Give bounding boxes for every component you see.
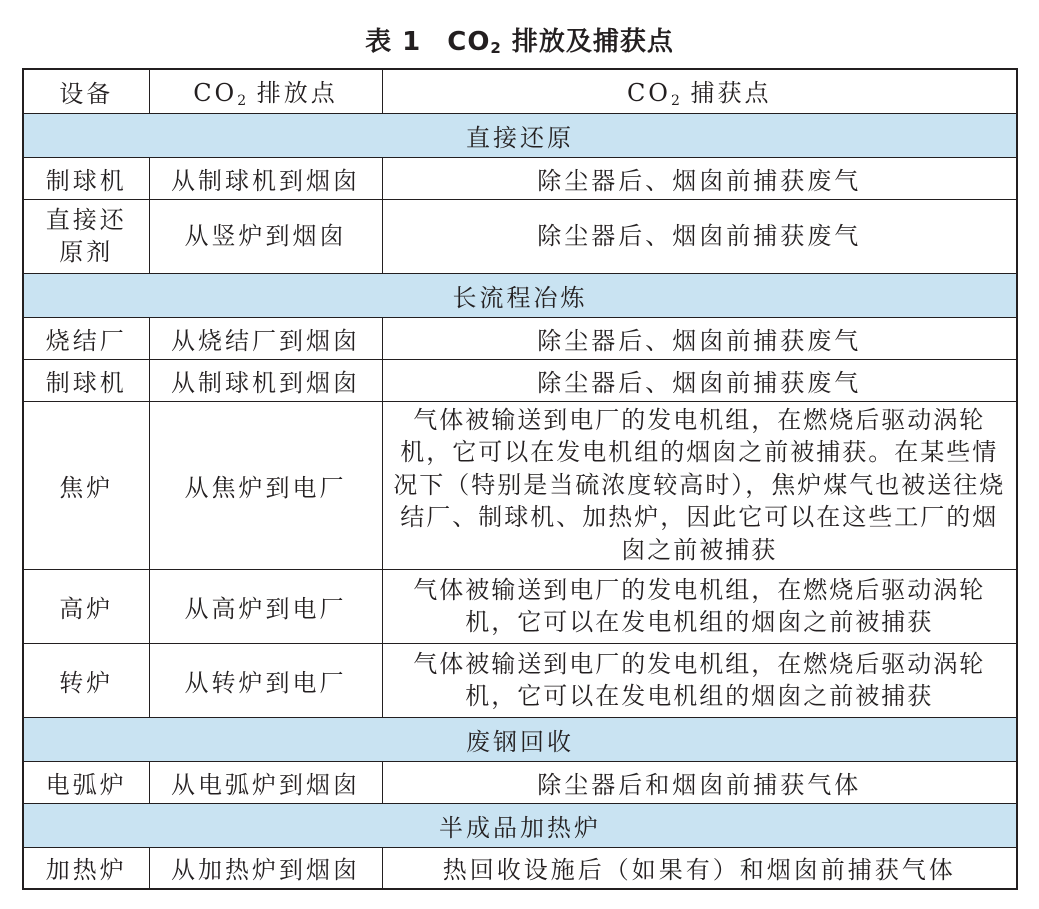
section-title: 废钢回收 (23, 717, 1017, 761)
device-cell: 直接还原剂 (23, 199, 149, 273)
emission-cell: 从制球机到烟囱 (149, 157, 382, 199)
table-row (23, 761, 1017, 803)
device-cell: 高炉 (23, 569, 149, 643)
emission-cell: 从焦炉到电厂 (149, 401, 382, 569)
emission-cell: 从电弧炉到烟囱 (149, 761, 382, 803)
device-cell: 转炉 (23, 643, 149, 717)
emission-cell: 从高炉到电厂 (149, 569, 382, 643)
table-row (23, 317, 1017, 359)
caption-subscript: 2 (490, 39, 502, 57)
section-row (23, 803, 1017, 847)
section-row (23, 273, 1017, 317)
table-row (23, 401, 1017, 569)
header-emission: $CO_2$ 排放点 (149, 69, 382, 113)
table-caption (0, 24, 1039, 66)
table-row (23, 359, 1017, 401)
emission-cell: 从烧结厂到烟囱 (149, 317, 382, 359)
table-row (23, 199, 1017, 273)
capture-cell: 气体被输送到电厂的发电机组，在燃烧后驱动涡轮机，它可以在发电机组的烟囱之前被捕获 (382, 569, 1017, 643)
capture-cell: 气体被输送到电厂的发电机组，在燃烧后驱动涡轮机，它可以在发电机组的烟囱之前被捕获 (382, 643, 1017, 717)
section-row (23, 717, 1017, 761)
section-title: 半成品加热炉 (23, 803, 1017, 847)
header-device: 设备 (23, 69, 149, 113)
capture-cell: 除尘器后、烟囱前捕获废气 (382, 157, 1017, 199)
device-cell: 焦炉 (23, 401, 149, 569)
header-row (23, 69, 1017, 113)
table-row (23, 157, 1017, 199)
capture-cell: 除尘器后、烟囱前捕获废气 (382, 317, 1017, 359)
caption-co: CO (447, 27, 491, 57)
table-row (23, 569, 1017, 643)
table-row (23, 643, 1017, 717)
capture-cell: 气体被输送到电厂的发电机组，在燃烧后驱动涡轮机，它可以在发电机组的烟囱之前被捕获。在某些情况下（特别是当硫浓度较高时），焦炉煤气也被送往烧结厂、制球机、加热炉，因此它可以在这些工厂的烟囱之前被捕获 (382, 401, 1017, 569)
section-title: 直接还原 (23, 113, 1017, 157)
device-cell: 制球机 (23, 157, 149, 199)
emission-cell: 从加热炉到烟囱 (149, 847, 382, 889)
device-cell: 制球机 (23, 359, 149, 401)
header-capture: $CO_2$ 捕获点 (382, 69, 1017, 113)
caption-label: 表 1 (365, 27, 422, 57)
section-title: 长流程冶炼 (23, 273, 1017, 317)
section-row (23, 113, 1017, 157)
table-row (23, 847, 1017, 889)
emission-cell: 从制球机到烟囱 (149, 359, 382, 401)
capture-cell: 除尘器后、烟囱前捕获废气 (382, 359, 1017, 401)
device-cell: 烧结厂 (23, 317, 149, 359)
device-cell: 电弧炉 (23, 761, 149, 803)
emission-capture-table (22, 68, 1018, 890)
capture-cell: 热回收设施后（如果有）和烟囱前捕获气体 (382, 847, 1017, 889)
caption-text: 排放及捕获点 (501, 27, 674, 57)
device-cell: 加热炉 (23, 847, 149, 889)
emission-cell: 从竖炉到烟囱 (149, 199, 382, 273)
capture-cell: 除尘器后、烟囱前捕获废气 (382, 199, 1017, 273)
capture-cell: 除尘器后和烟囱前捕获气体 (382, 761, 1017, 803)
emission-cell: 从转炉到电厂 (149, 643, 382, 717)
